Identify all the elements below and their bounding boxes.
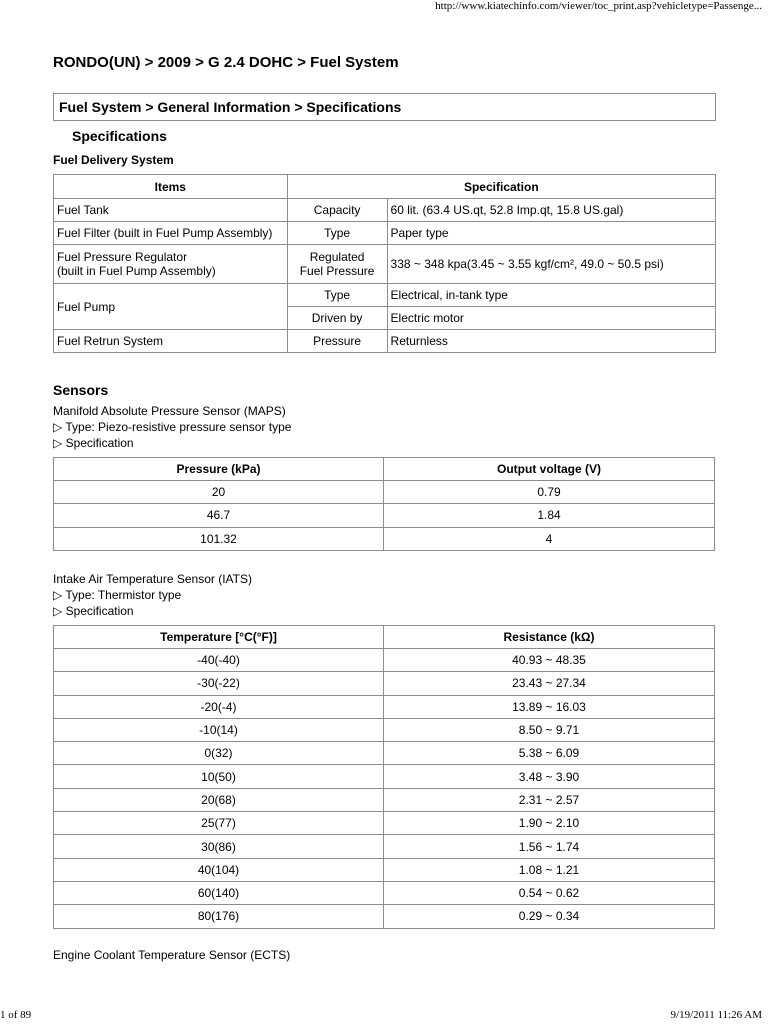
table-row [54, 881, 715, 904]
fuel-delivery-table [53, 174, 716, 353]
pressure-cell: 20 [54, 481, 384, 504]
pressure-cell: 46.7 [54, 504, 384, 527]
iats-title: Intake Air Temperature Sensor (IATS) [53, 572, 252, 586]
resistance-cell: 2.31 ~ 2.57 [384, 788, 715, 811]
temperature-cell: 10(50) [54, 765, 384, 788]
ects-title: Engine Coolant Temperature Sensor (ECTS) [53, 948, 291, 962]
temperature-cell: -40(-40) [54, 649, 384, 672]
maps-table [53, 457, 715, 551]
table-row [54, 245, 716, 284]
iats-spec-line: ▷ Specification [53, 604, 134, 618]
specifications-heading: Specifications [72, 128, 167, 144]
param-line: Fuel Pressure [299, 264, 375, 278]
param-cell: Driven by [287, 307, 387, 330]
maps-title: Manifold Absolute Pressure Sensor (MAPS) [53, 404, 286, 418]
table-row [54, 481, 715, 504]
temperature-cell: -20(-4) [54, 695, 384, 718]
table-row [54, 905, 715, 928]
temperature-cell: -10(14) [54, 718, 384, 741]
param-cell: Pressure [287, 330, 387, 353]
item-cell: Fuel Tank [54, 199, 288, 222]
item-cell [54, 245, 288, 284]
header-resistance: Resistance (kΩ) [384, 626, 715, 649]
header-pressure: Pressure (kPa) [54, 458, 384, 481]
table-row [54, 718, 715, 741]
table-row [54, 812, 715, 835]
value-cell: Paper type [387, 222, 715, 245]
table-row [54, 788, 715, 811]
fuel-delivery-heading: Fuel Delivery System [53, 153, 174, 167]
resistance-cell: 40.93 ~ 48.35 [384, 649, 715, 672]
resistance-cell: 1.56 ~ 1.74 [384, 835, 715, 858]
table-row [54, 649, 715, 672]
table-row [54, 284, 716, 307]
pressure-cell: 101.32 [54, 527, 384, 550]
table-row [54, 742, 715, 765]
table-row [54, 504, 715, 527]
temperature-cell: 60(140) [54, 881, 384, 904]
table-row [54, 330, 716, 353]
param-cell [287, 245, 387, 284]
voltage-cell: 1.84 [384, 504, 715, 527]
header-specification: Specification [287, 175, 715, 199]
table-row [54, 527, 715, 550]
resistance-cell: 5.38 ~ 6.09 [384, 742, 715, 765]
item-line: Fuel Pressure Regulator [57, 250, 188, 264]
table-row [54, 695, 715, 718]
item-cell: Fuel Retrun System [54, 330, 288, 353]
print-header-url: http://www.kiatechinfo.com/viewer/toc_print.asp?vehicletype=Passenge... [435, 0, 762, 12]
section-path: Fuel System > General Information > Specifications [59, 99, 402, 115]
voltage-cell: 4 [384, 527, 715, 550]
item-line: (built in Fuel Pump Assembly) [57, 264, 216, 278]
table-row [54, 835, 715, 858]
value-cell: Electrical, in-tank type [387, 284, 715, 307]
voltage-cell: 0.79 [384, 481, 715, 504]
maps-spec-line: ▷ Specification [53, 436, 134, 450]
temperature-cell: 25(77) [54, 812, 384, 835]
value-cell: Electric motor [387, 307, 715, 330]
maps-type-line: ▷ Type: Piezo-resistive pressure sensor type [53, 420, 292, 434]
resistance-cell: 8.50 ~ 9.71 [384, 718, 715, 741]
temperature-cell: -30(-22) [54, 672, 384, 695]
breadcrumb: RONDO(UN) > 2009 > G 2.4 DOHC > Fuel System [53, 54, 399, 71]
param-cell: Type [287, 284, 387, 307]
temperature-cell: 80(176) [54, 905, 384, 928]
temperature-cell: 40(104) [54, 858, 384, 881]
resistance-cell: 3.48 ~ 3.90 [384, 765, 715, 788]
resistance-cell: 13.89 ~ 16.03 [384, 695, 715, 718]
value-cell: 60 lit. (63.4 US.qt, 52.8 Imp.qt, 15.8 US.gal) [387, 199, 715, 222]
param-cell: Capacity [287, 199, 387, 222]
param-cell: Type [287, 222, 387, 245]
sensors-heading: Sensors [53, 382, 109, 398]
table-row [54, 858, 715, 881]
table-row [54, 222, 716, 245]
header-items: Items [54, 175, 288, 199]
temperature-cell: 30(86) [54, 835, 384, 858]
section-path-box [53, 93, 716, 121]
table-header-row [54, 626, 715, 649]
item-cell: Fuel Filter (built in Fuel Pump Assembly) [54, 222, 288, 245]
resistance-cell: 0.54 ~ 0.62 [384, 881, 715, 904]
table-header-row [54, 458, 715, 481]
table-row [54, 765, 715, 788]
value-cell: Returnless [387, 330, 715, 353]
resistance-cell: 1.08 ~ 1.21 [384, 858, 715, 881]
print-datetime: 9/19/2011 11:26 AM [670, 1009, 762, 1021]
table-header-row [54, 175, 716, 199]
temperature-cell: 0(32) [54, 742, 384, 765]
table-row [54, 672, 715, 695]
header-temperature: Temperature [°C(°F)] [54, 626, 384, 649]
item-cell: Fuel Pump [54, 284, 288, 330]
iats-type-line: ▷ Type: Thermistor type [53, 588, 182, 602]
iats-table [53, 625, 715, 929]
resistance-cell: 23.43 ~ 27.34 [384, 672, 715, 695]
page-number: 1 of 89 [0, 1009, 32, 1021]
resistance-cell: 1.90 ~ 2.10 [384, 812, 715, 835]
temperature-cell: 20(68) [54, 788, 384, 811]
header-output-voltage: Output voltage (V) [384, 458, 715, 481]
param-line: Regulated [309, 250, 365, 264]
resistance-cell: 0.29 ~ 0.34 [384, 905, 715, 928]
value-cell: 338 ~ 348 kpa(3.45 ~ 3.55 kgf/cm², 49.0 ~ 50.5 psi) [387, 245, 715, 284]
table-row [54, 199, 716, 222]
